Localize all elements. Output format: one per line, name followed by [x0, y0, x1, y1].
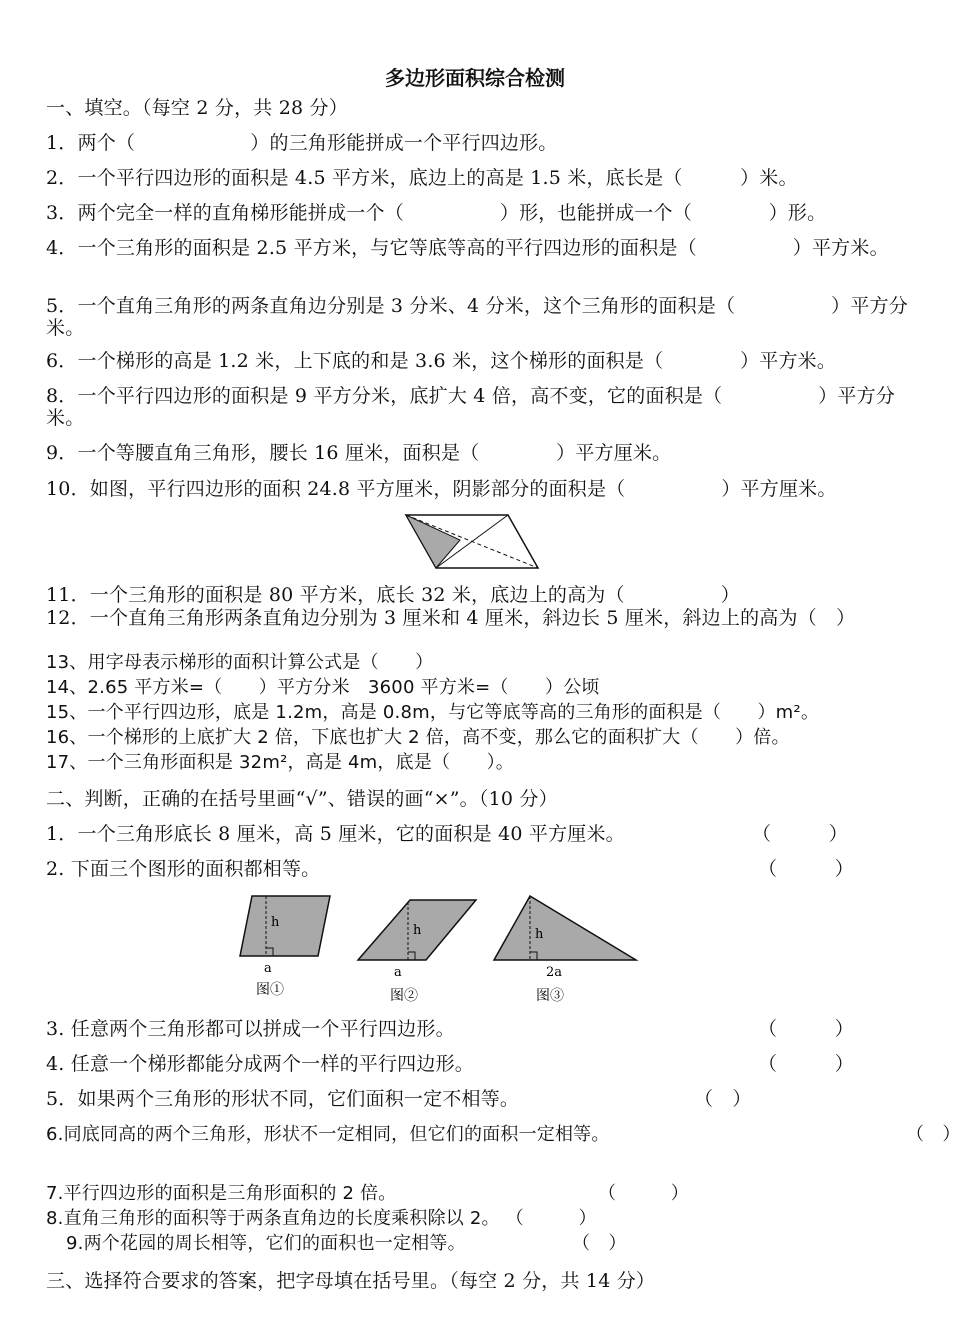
question-1-17: 17、一个三角形面积是 32m²，高是 4m，底是（ ）。	[46, 752, 514, 773]
judge-question-2-bracket[interactable]: （ ）	[758, 858, 855, 880]
figure-3-caption: 图③	[536, 988, 564, 1004]
judge-question-9	[66, 1233, 926, 1255]
judge-question-1	[46, 823, 926, 845]
judge-question-2	[46, 858, 926, 880]
figure-2-base-label: a	[394, 965, 402, 980]
question-1-2: 2．一个平行四边形的面积是 4.5 平方米，底边上的高是 1.5 米，底长是（ ）米。	[46, 167, 798, 189]
judge-question-6	[46, 1124, 926, 1146]
section-heading-true-false: 二、判断，正确的在括号里画“√”、错误的画“×”。（10 分）	[46, 788, 558, 810]
question-1-14: 14、2.65 平方米=（ ）平方分米 3600 平方米=（ ）公顷	[46, 677, 600, 698]
judge-question-9-bracket[interactable]: （ ）	[572, 1233, 627, 1254]
question-1-11: 11．一个三角形的面积是 80 平方米，底长 32 米，底边上的高为（ ）	[46, 584, 740, 606]
section-heading-multiple-choice: 三、选择符合要求的答案，把字母填在括号里。（每空 2 分，共 14 分）	[46, 1270, 656, 1292]
figure-2-caption: 图②	[390, 988, 418, 1004]
judge-question-4-text: 4. 任意一个梯形都能分成两个一样的平行四边形。	[46, 1053, 474, 1075]
figure-1-caption: 图①	[256, 982, 284, 998]
figure-2-parallelogram	[358, 900, 476, 1004]
page-title: 多边形面积综合检测	[385, 66, 565, 90]
judge-question-4	[46, 1053, 926, 1075]
question-1-5: 5．一个直角三角形的两条直角边分别是 3 分米、4 分米，这个三角形的面积是（ ）平方分米。	[46, 295, 908, 339]
parallelogram-shaded-figure	[398, 510, 548, 572]
question-1-16: 16、一个梯形的上底扩大 2 倍，下底也扩大 2 倍，高不变，那么它的面积扩大（ ）倍。	[46, 727, 790, 748]
judge-question-8-bracket[interactable]: （ ）	[505, 1208, 597, 1229]
judge-question-7-bracket[interactable]: （ ）	[598, 1183, 689, 1204]
question-1-10: 10．如图，平行四边形的面积 24.8 平方厘米，阴影部分的面积是（ ）平方厘米。	[46, 478, 837, 500]
question-1-9: 9．一个等腰直角三角形，腰长 16 厘米，面积是（ ）平方厘米。	[46, 442, 672, 464]
judge-question-4-bracket[interactable]: （ ）	[758, 1053, 855, 1075]
judge-question-9-text: 9.两个花园的周长相等，它们的面积也一定相等。	[66, 1233, 466, 1254]
judge-question-7	[46, 1183, 926, 1205]
judge-question-1-bracket[interactable]: （ ）	[752, 823, 849, 845]
judge-question-7-text: 7.平行四边形的面积是三角形面积的 2 倍。	[46, 1183, 397, 1204]
question-1-1: 1．两个（ ）的三角形能拼成一个平行四边形。	[46, 132, 558, 154]
figure-3-base-label: 2a	[546, 965, 563, 980]
section-heading-fill-blank: 一、填空。（每空 2 分，共 28 分）	[46, 97, 348, 119]
judge-question-3-text: 3. 任意两个三角形都可以拼成一个平行四边形。	[46, 1018, 455, 1040]
judge-question-6-text: 6.同底同高的两个三角形，形状不一定相同，但它们的面积一定相等。	[46, 1124, 610, 1145]
judge-question-8-text: 8.直角三角形的面积等于两条直角边的长度乘积除以 2。	[46, 1208, 500, 1229]
figure-3-height-label: h	[535, 927, 544, 942]
figure-1-height-label: h	[271, 915, 280, 930]
judge-question-2-text: 2. 下面三个图形的面积都相等。	[46, 858, 321, 880]
figure-1-base-label: a	[264, 961, 272, 976]
question-1-6: 6．一个梯形的高是 1.2 米，上下底的和是 3.6 米，这个梯形的面积是（ ）平方米。	[46, 350, 837, 372]
judge-question-5-text: 5．如果两个三角形的形状不同，它们面积一定不相等。	[46, 1088, 520, 1110]
question-1-12: 12．一个直角三角形两条直角边分别为 3 厘米和 4 厘米，斜边长 5 厘米，斜边上的高为（ ）	[46, 607, 856, 629]
figure-1-parallelogram	[240, 896, 330, 998]
question-1-4: 4．一个三角形的面积是 2.5 平方米，与它等底等高的平行四边形的面积是（ ）平方米。	[46, 237, 889, 259]
figure-3-triangle	[494, 896, 636, 1004]
judge-question-1-text: 1．一个三角形底长 8 厘米，高 5 厘米，它的面积是 40 平方厘米。	[46, 823, 625, 845]
judge-question-8	[46, 1208, 926, 1230]
question-1-3: 3．两个完全一样的直角梯形能拼成一个（ ）形，也能拼成一个（ ）形。	[46, 202, 827, 224]
three-figures-diagram	[230, 890, 650, 1010]
judge-question-3	[46, 1018, 926, 1040]
judge-question-5	[46, 1088, 926, 1110]
judge-question-6-bracket[interactable]: （ ）	[906, 1124, 961, 1145]
question-1-13: 13、用字母表示梯形的面积计算公式是（ ）	[46, 652, 434, 673]
question-1-8: 8．一个平行四边形的面积是 9 平方分米，底扩大 4 倍，高不变，它的面积是（ ）平方分米。	[46, 385, 896, 429]
figure-2-height-label: h	[413, 923, 422, 938]
judge-question-3-bracket[interactable]: （ ）	[758, 1018, 855, 1040]
question-1-15: 15、一个平行四边形，底是 1.2m，高是 0.8m，与它等底等高的三角形的面积是（ ）m²。	[46, 702, 820, 723]
judge-question-5-bracket[interactable]: （ ）	[694, 1088, 752, 1110]
